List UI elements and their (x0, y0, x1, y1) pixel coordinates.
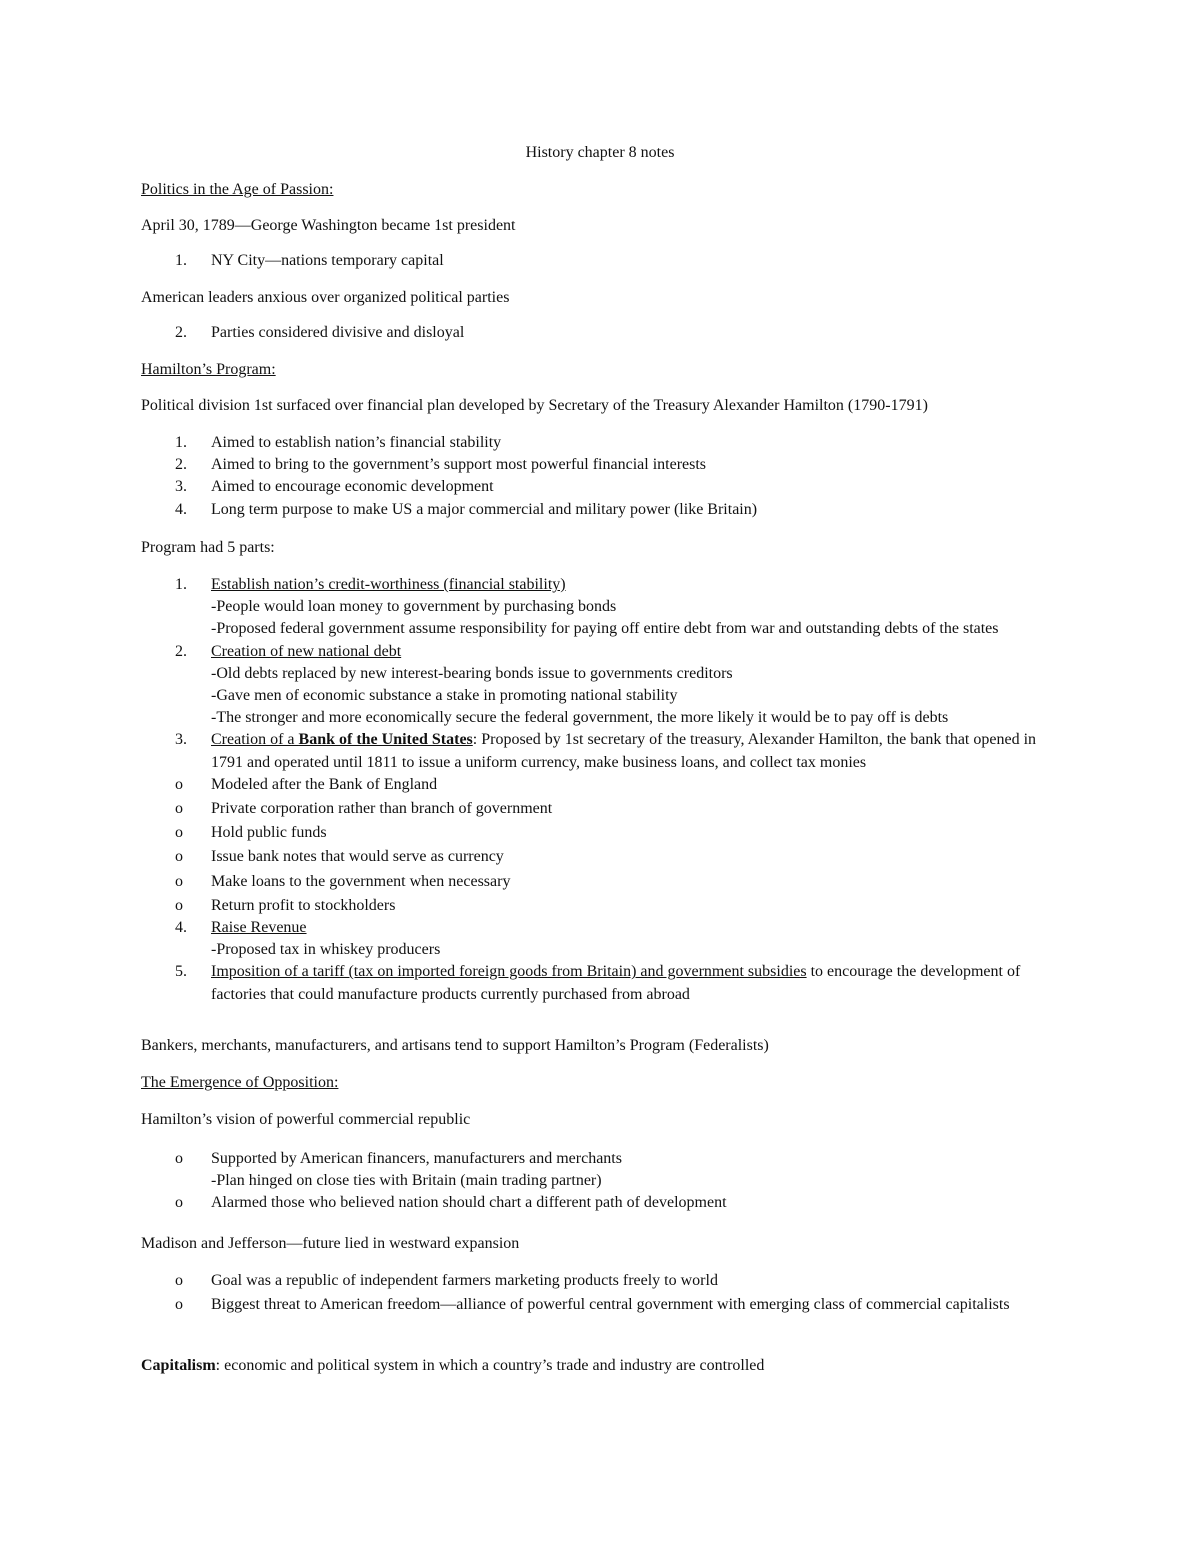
part-title: Imposition of a tariff (tax on imported foreign goods from Britain) and government subsidies (211, 963, 807, 981)
paragraph-supporters: Bankers, merchants, manufacturers, and artisans tend to support Hamilton’s Program (Federalists) (141, 1037, 769, 1054)
list-item-text: Return profit to stockholders (211, 896, 396, 914)
list-item-body (211, 961, 1066, 1005)
list-item (0, 250, 1200, 272)
part-subpoint: -People would loan money to government by purchasing bonds (211, 598, 617, 616)
list-item (0, 961, 1200, 1005)
part-subpoint: -The stronger and more economically secure the federal government, the more likely it would be to pay off is debts (211, 709, 949, 727)
list-item-text: Aimed to establish nation’s financial stability (211, 434, 502, 451)
definition-capitalism (141, 1355, 764, 1377)
list-item (0, 432, 1200, 454)
list-marker: 2. (175, 456, 187, 474)
list-item (0, 774, 1200, 796)
list-marker: 2. (175, 642, 187, 660)
list-program-parts (0, 574, 1200, 1006)
list-item-body (211, 641, 1066, 730)
list-marker: 5. (175, 963, 187, 981)
list-item-text: Aimed to bring to the government’s support most powerful financial interests (211, 456, 707, 474)
paragraph-parties: American leaders anxious over organized political parties (141, 289, 510, 306)
part-subpoint: -Gave men of economic substance a stake in promoting national stability (211, 687, 678, 705)
list-item-body (211, 1148, 1066, 1192)
list-item (0, 1294, 1200, 1316)
list-item (0, 574, 1200, 641)
part-title: Creation of new national debt (211, 642, 402, 660)
bank-term: Bank of the United States (298, 731, 473, 749)
list-item-subpoint: -Plan hinged on close ties with Britain (main trading partner) (211, 1172, 602, 1190)
list-item (0, 822, 1200, 844)
part-subpoint: -Proposed federal government assume responsibility for paying off entire debt from war and outstanding debts of the states (211, 620, 999, 638)
bullet-marker: o (175, 848, 183, 866)
paragraph-washington: April 30, 1789—George Washington became 1st president (141, 217, 516, 234)
bullet-marker: o (175, 872, 183, 890)
list-item (0, 871, 1200, 893)
list-item-text: Supported by American financers, manufacturers and merchants (211, 1150, 622, 1167)
part-description: : Proposed by 1st secretary of the treasury, Alexander Hamilton, the bank that opened in 1791 and operated until 1811 to issue a uniform currency, make business loans, and collect tax monies (211, 731, 1037, 771)
list-item-text: Issue bank notes that would serve as currency (211, 848, 504, 866)
paragraph-division: Political division 1st surfaced over financial plan developed by Secretary of the Treasury Alexander Hamilton (1790-1791) (141, 397, 928, 414)
list-item-text: Goal was a republic of independent farmers marketing products freely to world (211, 1272, 718, 1289)
list-item-body (211, 729, 1066, 773)
list-item (0, 1270, 1200, 1292)
bullet-marker: o (175, 1194, 183, 1212)
list-item (0, 729, 1200, 773)
list-item-text: Hold public funds (211, 824, 327, 842)
list-item-body (211, 574, 1066, 641)
definition-text: : economic and political system in which a country’s trade and industry are controlled (215, 1357, 765, 1374)
bullet-marker: o (175, 896, 183, 914)
section-heading-hamilton: Hamilton’s Program: (141, 361, 276, 378)
list-marker: 1. (175, 252, 187, 269)
list-marker: 3. (175, 478, 187, 496)
part-subpoint: -Proposed tax in whiskey producers (211, 941, 441, 959)
list-item (0, 476, 1200, 498)
list-item-text: Parties considered divisive and disloyal (211, 324, 465, 341)
section-heading-opposition: The Emergence of Opposition: (141, 1074, 339, 1091)
list-item (0, 454, 1200, 476)
list-item (0, 846, 1200, 868)
list-marker: 1. (175, 434, 187, 451)
list-item-text: Make loans to the government when necessary (211, 872, 511, 890)
list-item (0, 1192, 1200, 1214)
list-item-text: NY City—nations temporary capital (211, 252, 444, 269)
list-item (0, 641, 1200, 730)
list-item (0, 917, 1200, 961)
part-subpoint: -Old debts replaced by new interest-bearing bonds issue to governments creditors (211, 664, 733, 682)
list-madison-jefferson (0, 1270, 1200, 1316)
list-marker: 4. (175, 919, 187, 937)
part-description: to encourage the development of factories that could manufacture products currently purchased from abroad (211, 963, 1021, 1003)
list-item-body (211, 917, 1066, 961)
list-item (0, 895, 1200, 917)
list-parties (0, 322, 1200, 344)
list-item-text: Private corporation rather than branch of government (211, 800, 553, 818)
list-item (0, 499, 1200, 521)
defined-term: Capitalism (141, 1357, 216, 1374)
part-title-prefix: Creation of a (211, 731, 299, 749)
list-marker: 2. (175, 324, 187, 341)
list-marker: 3. (175, 731, 187, 749)
list-marker: 1. (175, 576, 187, 593)
bullet-marker: o (175, 775, 183, 793)
bullet-marker: o (175, 1296, 183, 1314)
list-vision (0, 1148, 1200, 1215)
part-title: Raise Revenue (211, 919, 307, 937)
bullet-marker: o (175, 800, 183, 818)
section-heading-politics: Politics in the Age of Passion: (141, 181, 334, 198)
list-item-text: Long term purpose to make US a major commercial and military power (like Britain) (211, 500, 758, 518)
document-title: History chapter 8 notes (525, 144, 675, 161)
paragraph-madison-jefferson: Madison and Jefferson—future lied in westward expansion (141, 1235, 520, 1252)
list-item-text: Alarmed those who believed nation should chart a different path of development (211, 1194, 727, 1212)
list-item-text: Biggest threat to American freedom—alliance of powerful central government with emerging class of commercial capitalists (211, 1296, 1010, 1314)
paragraph-five-parts: Program had 5 parts: (141, 539, 275, 556)
list-marker: 4. (175, 500, 187, 518)
paragraph-vision: Hamilton’s vision of powerful commercial republic (141, 1111, 471, 1128)
list-item (0, 798, 1200, 820)
bullet-marker: o (175, 1150, 183, 1167)
list-item-text: Aimed to encourage economic development (211, 478, 494, 496)
bullet-marker: o (175, 1272, 183, 1289)
part-title: Establish nation’s credit-worthiness (financial stability) (211, 576, 566, 593)
list-item-text: Modeled after the Bank of England (211, 775, 438, 793)
list-item (0, 322, 1200, 344)
list-capital (0, 250, 1200, 272)
bullet-marker: o (175, 824, 183, 842)
list-item (0, 1148, 1200, 1192)
list-aims (0, 432, 1200, 521)
